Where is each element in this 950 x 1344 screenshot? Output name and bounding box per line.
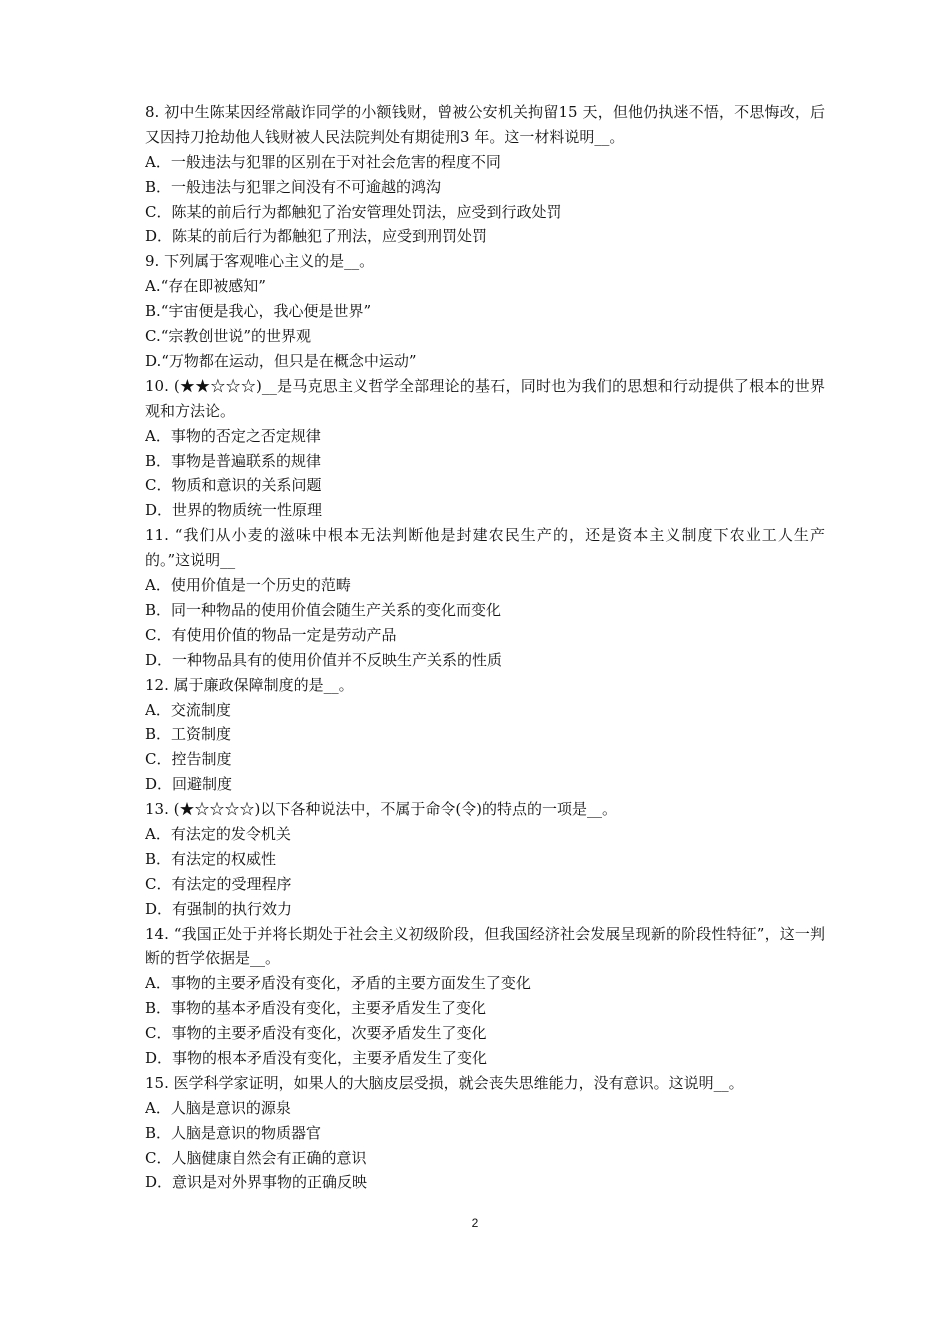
option-a: A.“存在即被感知”	[145, 277, 266, 296]
option-b: B．工资制度	[145, 725, 232, 744]
option-c: C．事物的主要矛盾没有变化，次要矛盾发生了变化	[145, 1024, 487, 1043]
question-stem: 13. (★☆☆☆☆)以下各种说法中，不属于命令(令)的特点的一项是__。	[145, 800, 618, 819]
option-d: D．有强制的执行效力	[145, 899, 293, 918]
question-stem: 8. 初中生陈某因经常敲诈同学的小额钱财，曾被公安机关拘留15 天，但他仍执迷不悟，不思悔改，后又因持刀抢劫他人钱财被人民法院判处有期徒刑3 年。这一材料说明__。	[145, 103, 825, 146]
question-15	[145, 1071, 825, 1195]
option-d: D．意识是对外界事物的正确反映	[145, 1173, 368, 1192]
option-c: C．物质和意识的关系问题	[145, 476, 322, 495]
option-a: A．交流制度	[145, 700, 231, 719]
question-8	[145, 100, 825, 249]
question-9	[145, 249, 825, 373]
option-a: A．一般违法与犯罪的区别在于对社会危害的程度不同	[145, 152, 501, 171]
option-a: A．人脑是意识的源泉	[145, 1098, 291, 1117]
question-stem: 11. “我们从小麦的滋味中根本无法判断他是封建农民生产的，还是资本主义制度下农业工人生产的。”这说明__	[145, 526, 825, 570]
question-stem: 12. 属于廉政保障制度的是__。	[145, 675, 354, 694]
question-list	[145, 100, 825, 1195]
option-a: A．事物的否定之否定规律	[145, 426, 321, 445]
option-d: D．陈某的前后行为都触犯了刑法，应受到刑罚处罚	[145, 227, 488, 246]
option-d: D．一种物品具有的使用价值并不反映生产关系的性质	[145, 650, 503, 669]
option-a: A．使用价值是一个历史的范畴	[145, 576, 351, 595]
question-12	[145, 673, 825, 797]
question-stem: 15. 医学科学家证明，如果人的大脑皮层受损，就会丧失思维能力，没有意识。这说明__。	[145, 1073, 744, 1092]
option-b: B．人脑是意识的物质器官	[145, 1123, 322, 1142]
question-stem: 14. “我国正处于并将长期处于社会主义初级阶段，但我国经济社会发展呈现新的阶段性特征”，这一判断的哲学依据是__。	[145, 924, 825, 968]
question-13	[145, 797, 825, 921]
option-b: B．事物是普遍联系的规律	[145, 451, 322, 470]
option-c: C.“宗教创世说”的世界观	[145, 327, 312, 346]
option-a: A．事物的主要矛盾没有变化，矛盾的主要方面发生了变化	[145, 974, 531, 993]
option-d: D．事物的根本矛盾没有变化，主要矛盾发生了变化	[145, 1049, 488, 1068]
option-d: D.“万物都在运动，但只是在概念中运动”	[145, 351, 417, 370]
option-c: C．有使用价值的物品一定是劳动产品	[145, 625, 397, 644]
option-b: B．事物的基本矛盾没有变化，主要矛盾发生了变化	[145, 999, 487, 1018]
question-stem: 9. 下列属于客观唯心主义的是__。	[145, 252, 375, 271]
option-c: C．有法定的受理程序	[145, 874, 292, 893]
question-11	[145, 523, 825, 672]
question-stem: 10. (★★☆☆☆)__是马克思主义哲学全部理论的基石，同时也为我们的思想和行动提供了根本的世界观和方法论。	[145, 376, 825, 420]
page-number: 2	[471, 1216, 479, 1230]
option-b: B．一般违法与犯罪之间没有不可逾越的鸿沟	[145, 177, 442, 196]
question-14	[145, 922, 825, 1071]
option-c: C．人脑健康自然会有正确的意识	[145, 1148, 367, 1167]
option-b: B．有法定的权威性	[145, 849, 277, 868]
option-b: B.“宇宙便是我心，我心便是世界”	[145, 302, 372, 321]
option-d: D．世界的物质统一性原理	[145, 501, 323, 520]
option-b: B．同一种物品的使用价值会随生产关系的变化而变化	[145, 600, 502, 619]
option-c: C．控告制度	[145, 750, 232, 769]
option-a: A．有法定的发令机关	[145, 824, 291, 843]
question-10	[145, 374, 825, 523]
option-c: C．陈某的前后行为都触犯了治安管理处罚法，应受到行政处罚	[145, 202, 562, 221]
option-d: D．回避制度	[145, 775, 233, 794]
